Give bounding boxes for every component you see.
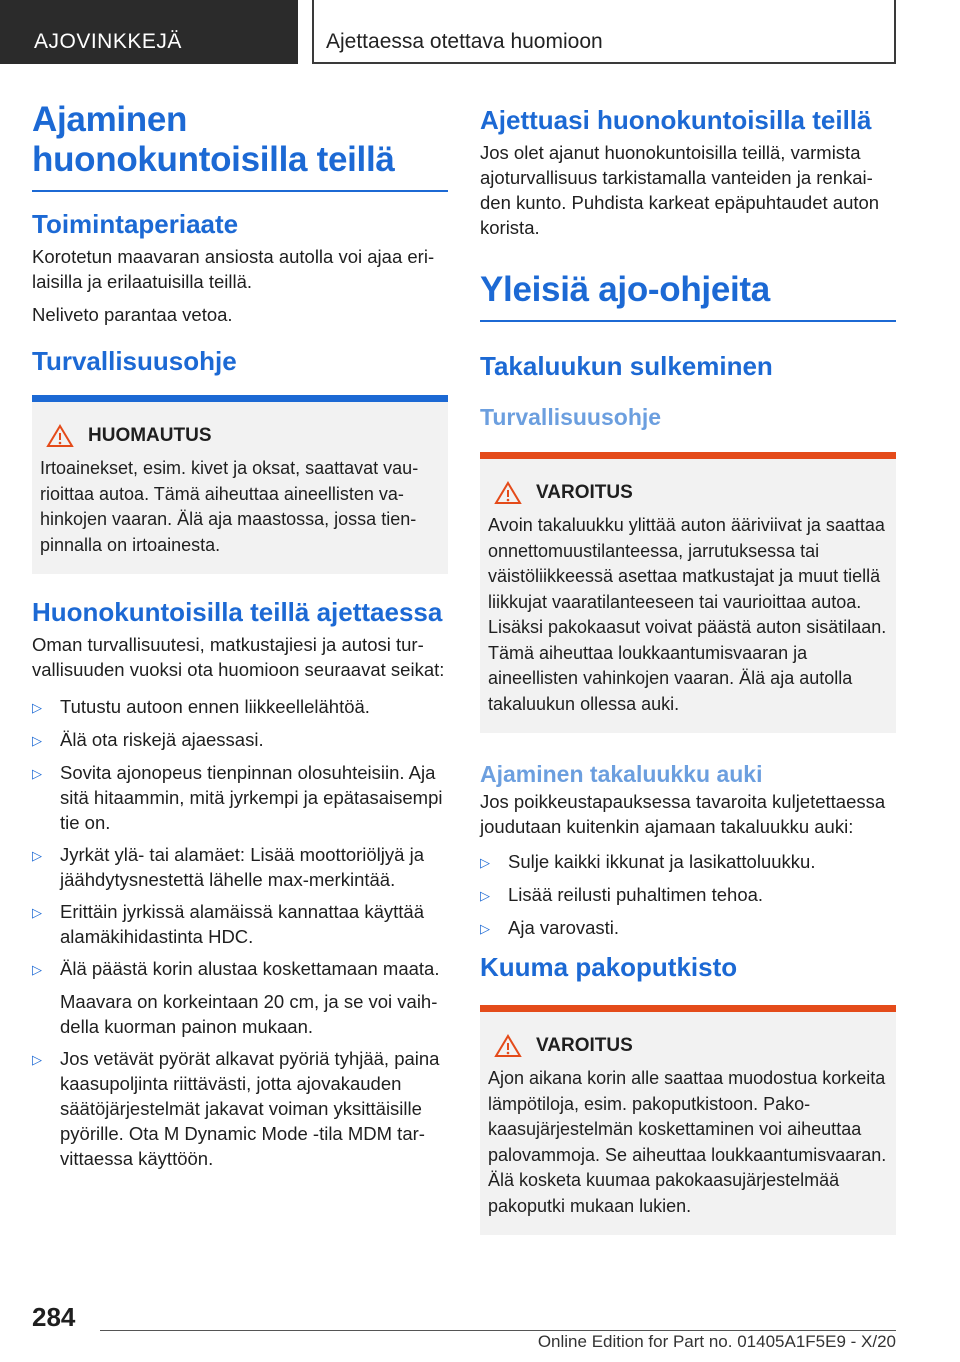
list-item: ▷ Sulje kaikki ikkunat ja lasikattoluukku. xyxy=(480,849,896,875)
heading-rule xyxy=(32,190,448,192)
list-item: ▷ Aja varovasti. xyxy=(480,915,896,941)
left-column xyxy=(32,100,448,1178)
page-header xyxy=(0,0,960,66)
list-item: ▷ Erittäin jyrkissä alamäissä kannattaa käyttää alamäkihidastinta HDC. xyxy=(32,901,425,947)
principle-heading: Toimintaperiaate xyxy=(32,209,239,239)
safety-heading: Turvallisuusohje xyxy=(480,404,662,430)
after-heading: Ajettuasi huonokuntoisilla teillä xyxy=(480,105,872,135)
driving-heading: Huonokuntoisilla teillä ajettaessa xyxy=(32,597,443,627)
warning-title: VAROITUS xyxy=(536,1035,633,1056)
warning-title-row xyxy=(488,1034,888,1058)
list-item: ▷ Jos vetävät pyörät alkavat pyöriä tyhjää, paina kaasupoljinta riittävästi, jotta ajovakauden säätöjärjestelmät jakavat voiman yksittäisille pyörille. Ota M Dynamic Mode -tila MDM tarvittaessa käyttöön. xyxy=(32,1048,440,1169)
triangle-right-icon: ▷ xyxy=(32,700,42,715)
right-column xyxy=(480,104,896,1235)
triangle-right-icon: ▷ xyxy=(32,962,42,977)
triangle-right-icon: ▷ xyxy=(32,733,42,748)
topic-title: Ajettaessa otettava huomioon xyxy=(312,0,896,64)
warning-box-tailgate xyxy=(480,452,896,733)
general-heading: Yleisiä ajo-ohjeita xyxy=(480,270,770,309)
triangle-right-icon: ▷ xyxy=(32,766,42,781)
after-text: Jos olet ajanut huonokuntoisilla teillä, varmista ajoturvallisuus tarkistamalla vanteiden ja renkaiden kunto. Puhdista karkeat epäpuhtaudet auton korista. xyxy=(480,142,880,238)
warning-title: VAROITUS xyxy=(536,482,633,503)
triangle-right-icon: ▷ xyxy=(32,848,42,863)
notice-title: HUOMAUTUS xyxy=(88,425,212,446)
list-item: ▷ Jyrkät ylä- tai alamäet: Lisää moottoriöljyä ja jäähdytysnestettä lähelle max-merkintää. xyxy=(32,844,424,890)
tailgate-heading: Takaluukun sulkeminen xyxy=(480,351,773,381)
notice-box xyxy=(32,395,448,574)
main-heading: Ajaminen huonokuntoisilla teillä xyxy=(32,100,395,179)
open-tailgate-text: Jos poikkeustapauksessa tavaroita kuljetettaessa joudutaan kuitenkin ajamaan takaluukku auki: xyxy=(480,791,886,837)
driving-bullet-list-2 xyxy=(32,1046,448,1171)
open-tailgate-heading: Ajaminen takaluukku auki xyxy=(480,761,763,787)
warning-triangle-icon xyxy=(490,481,530,505)
driving-bullet-list xyxy=(32,694,448,982)
list-item: ▷ Sovita ajonopeus tienpinnan olosuhteisiin. Aja sitä hitaammin, mitä jyrkempi ja epätasaisempi tie on. xyxy=(32,762,443,833)
notice-title-row xyxy=(40,424,440,448)
footer-rule xyxy=(100,1330,896,1331)
exhaust-heading: Kuuma pakoputkisto xyxy=(480,952,738,982)
warning-text: Ajon aikana korin alle saattaa muodostua korkeita lämpötiloja, esim. pakoputkistoon. Pakokaasujärjestelmän koskettaminen voi aiheuttaa palovammoja. Se aiheuttaa loukkaantumisvaaran. Älä kosketa kuumaa pakokaasujärjestelmää pakoputki mukaan lukien. xyxy=(488,1068,887,1216)
bullet-note: Maavara on korkeintaan 20 cm, ja se voi vaihdella kuorman painon mukaan. xyxy=(60,991,438,1037)
triangle-right-icon: ▷ xyxy=(480,921,490,936)
triangle-right-icon: ▷ xyxy=(480,855,490,870)
open-tailgate-list xyxy=(480,849,896,941)
list-item: ▷ Lisää reilusti puhaltimen tehoa. xyxy=(480,882,896,908)
warning-title-row xyxy=(488,481,888,505)
list-item: ▷ Tutustu autoon ennen liikkeellelähtöä. xyxy=(32,694,448,720)
warning-triangle-icon xyxy=(42,424,82,448)
page-footer xyxy=(0,1298,960,1362)
list-item: ▷ Älä päästä korin alustaa koskettamaan maata. xyxy=(32,956,448,982)
edition-label: Online Edition for Part no. 01405A1F5E9 - X/20 xyxy=(537,1332,896,1351)
warning-text: Avoin takaluukku ylittää auton ääriviivat ja saattaa onnettomuustilanteessa, jarrutuksessa tai väistöliikkeessä asettaa matkustajat ja muut tiellä liikkujat vaaratilanteeseen tai vaurioittaa autoa. Lisäksi pakokaasut voivat päästä auton sisätilaan. Tämä aiheuttaa loukkaantumisvaaran ja aineellisten vahinkojen vaaran. Älä aja autolla takaluukun ollessa auki. xyxy=(488,515,887,714)
warning-triangle-icon xyxy=(490,1034,530,1058)
triangle-right-icon: ▷ xyxy=(32,1052,42,1067)
driving-intro: Oman turvallisuutesi, matkustajiesi ja autosi turvallisuuden vuoksi ota huomioon seuraavat seikat: xyxy=(32,634,445,680)
heading-rule xyxy=(480,320,896,322)
safety-heading: Turvallisuusohje xyxy=(32,346,237,376)
page-number: 284 xyxy=(32,1302,76,1332)
principle-text-2: Neliveto parantaa vetoa. xyxy=(32,304,233,325)
notice-text: Irtoainekset, esim. kivet ja oksat, saattavat vaurioittaa autoa. Tämä aiheuttaa aineellisten vahinkojen vaaran. Älä aja maastossa, jossa tienpinnalla on irtoainesta. xyxy=(40,458,419,555)
triangle-right-icon: ▷ xyxy=(32,905,42,920)
warning-box-exhaust xyxy=(480,1005,896,1235)
principle-text-1: Korotetun maavaran ansiosta autolla voi ajaa erilaisilla ja erilaatuisilla teillä. xyxy=(32,246,435,292)
triangle-right-icon: ▷ xyxy=(480,888,490,903)
list-item: ▷ Älä ota riskejä ajaessasi. xyxy=(32,727,448,753)
section-title: AJOVINKKEJÄ xyxy=(0,0,298,64)
